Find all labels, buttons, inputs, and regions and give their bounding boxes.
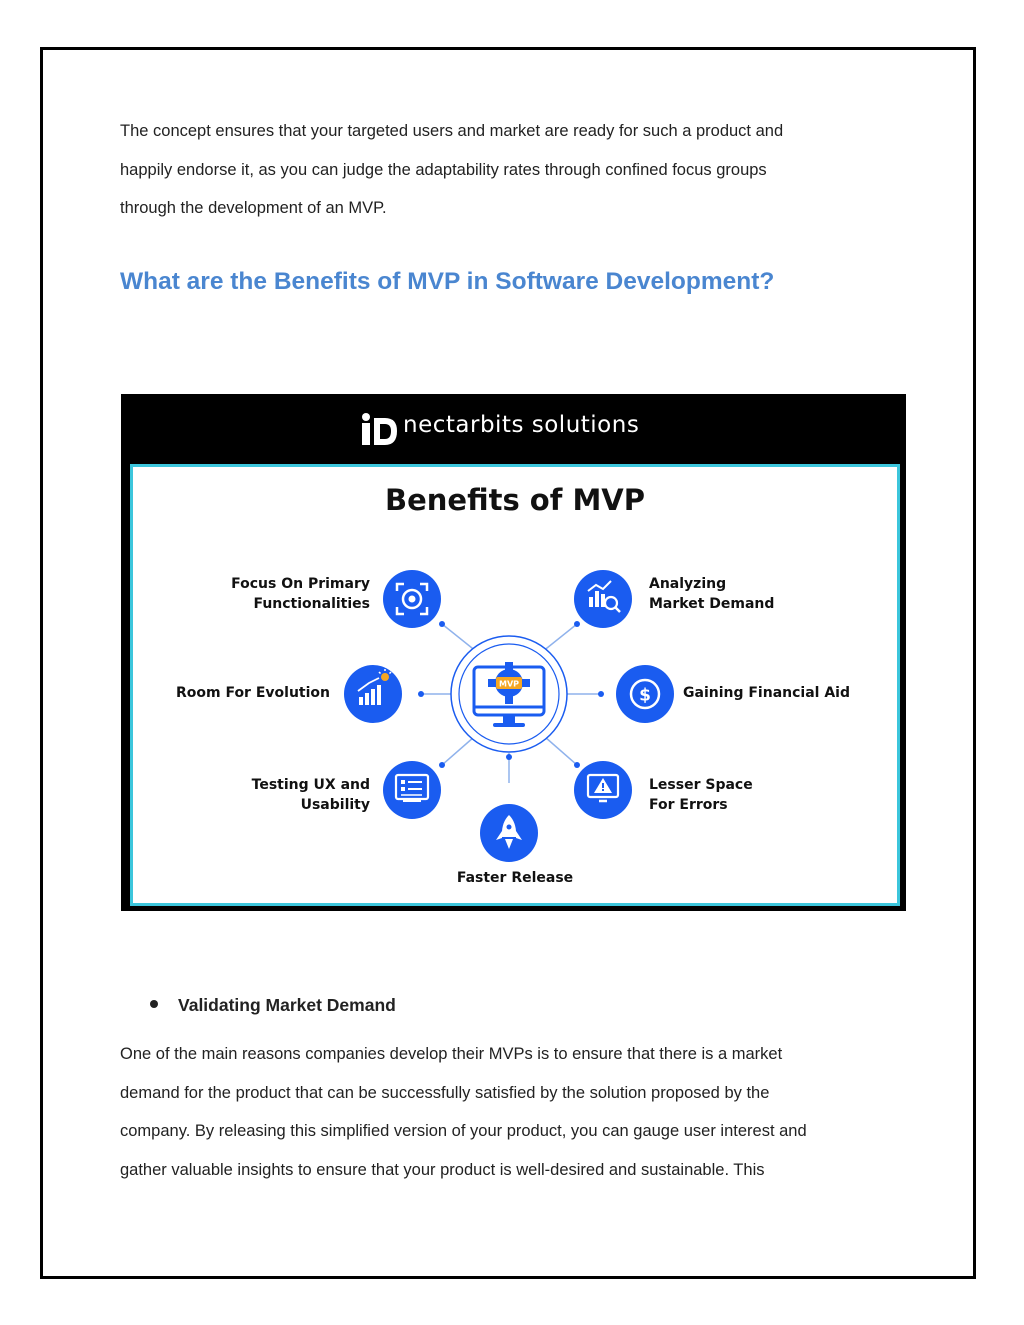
brand-banner xyxy=(121,394,906,462)
body-line-3: company. By releasing this simplified version of your product, you can gauge user interest and xyxy=(120,1122,807,1140)
infographic-canvas xyxy=(130,464,900,906)
body-line-1: One of the main reasons companies develop their MVPs is to ensure that there is a market xyxy=(120,1045,783,1063)
intro-paragraph xyxy=(120,112,900,228)
intro-line-3: through the development of an MVP. xyxy=(120,199,387,217)
bullet-heading xyxy=(150,995,396,1016)
benefit-label-errors: Lesser Space For Errors xyxy=(649,777,753,813)
target-icon xyxy=(383,570,441,628)
growth-chart-icon xyxy=(344,665,402,723)
intro-line-2: happily endorse it, as you can judge the adaptability rates through confined focus groups xyxy=(120,160,767,179)
intro-line-1: The concept ensures that your targeted users and market are ready for such a product and xyxy=(120,122,784,140)
body-paragraph xyxy=(120,1035,900,1189)
section-heading: What are the Benefits of MVP in Software Development? xyxy=(120,268,775,295)
body-line-2: demand for the product that can be successfully satisfied by the solution proposed by the xyxy=(120,1083,770,1102)
checklist-icon xyxy=(383,761,441,819)
benefit-label-testing: Testing UX and Usability xyxy=(251,777,370,813)
rocket-icon xyxy=(480,804,538,862)
bullet-dot xyxy=(150,1000,158,1008)
mvp-badge: MVP xyxy=(498,679,520,689)
benefit-label-release: Faster Release xyxy=(456,870,574,886)
brand-name: nectarbits solutions xyxy=(403,412,640,438)
benefit-label-evolution: Room For Evolution xyxy=(175,685,330,701)
mvp-gear-monitor-icon xyxy=(451,636,567,752)
benefit-label-analyzing: Analyzing Market Demand xyxy=(649,576,775,612)
infographic-title: Benefits of MVP xyxy=(385,483,645,517)
dollar-coin-icon xyxy=(616,665,674,723)
svg-text:$: $ xyxy=(639,685,651,706)
benefit-label-financial: Gaining Financial Aid xyxy=(683,685,850,701)
warning-icon xyxy=(574,761,632,819)
body-line-4: gather valuable insights to ensure that your product is well-desired and sustainable. This xyxy=(120,1160,765,1179)
market-analysis-icon xyxy=(574,570,632,628)
benefits-infographic xyxy=(121,394,906,911)
bullet-text: Validating Market Demand xyxy=(178,995,396,1015)
nectarbits-logo-icon xyxy=(359,412,399,448)
benefit-label-focus: Focus On Primary Functionalities xyxy=(231,576,370,612)
